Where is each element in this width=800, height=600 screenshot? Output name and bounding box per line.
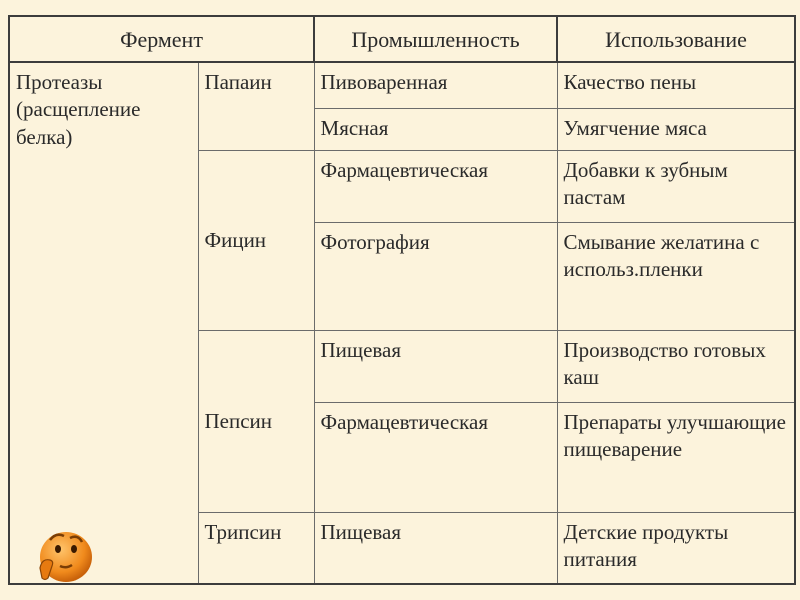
enzyme-name: Папаин <box>198 62 314 150</box>
industry-cell: Пищевая <box>314 512 557 584</box>
usage-cell: Детские продукты питания <box>557 512 795 584</box>
industry-cell: Пивоваренная <box>314 62 557 108</box>
header-enzyme: Фермент <box>9 16 314 62</box>
enzyme-name: Пепсин <box>198 330 314 512</box>
header-industry: Промышленность <box>314 16 557 62</box>
usage-cell: Смывание желатина с использ.пленки <box>557 222 795 330</box>
usage-cell: Препараты улучшающие пищеварение <box>557 402 795 512</box>
usage-cell: Качество пены <box>557 62 795 108</box>
enzyme-name: Трипсин <box>198 512 314 584</box>
usage-cell: Добавки к зубным пастам <box>557 150 795 222</box>
header-usage: Использование <box>557 16 795 62</box>
enzyme-name: Фицин <box>198 150 314 330</box>
table-header-row <box>9 16 795 62</box>
industry-cell: Фотография <box>314 222 557 330</box>
enzyme-table <box>8 15 796 585</box>
thinking-face-icon <box>32 526 96 586</box>
enzyme-group-label: Протеазы (расщепление белка) <box>9 62 198 584</box>
usage-cell: Умягчение мяса <box>557 108 795 150</box>
usage-cell: Производство готовых каш <box>557 330 795 402</box>
industry-cell: Мясная <box>314 108 557 150</box>
table-row <box>9 62 795 108</box>
industry-cell: Пищевая <box>314 330 557 402</box>
industry-cell: Фармацевтическая <box>314 150 557 222</box>
industry-cell: Фармацевтическая <box>314 402 557 512</box>
